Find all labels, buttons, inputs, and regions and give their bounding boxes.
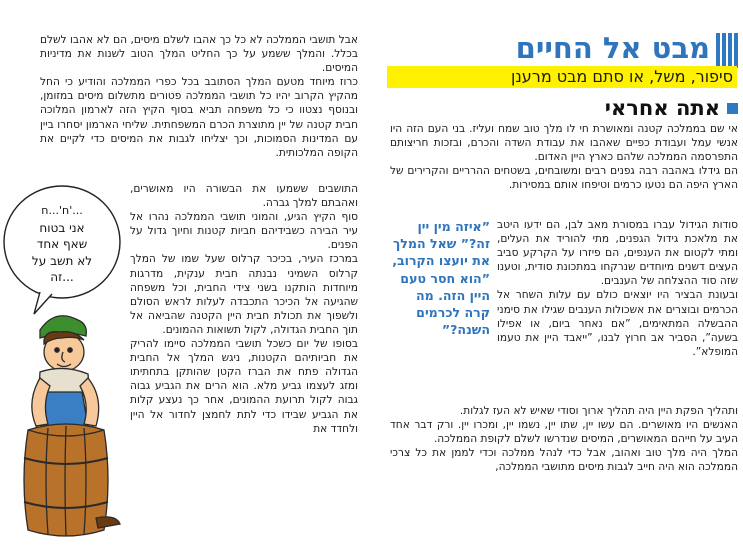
paragraph: ובעונת הבציר היו יוצאים כולם עם עלות השחר אל הכרמים ובוצרים את אשכולות הענבים שגילו את סימני ההבשלה המתאימים, ”אם נאחר ביום, או אפילו בשעה”, הסביר אב חרוץ לבנו, ”ייאבד היין את טעמו המופלא”. xyxy=(497,289,738,358)
left-column-top xyxy=(40,33,358,160)
right-column-top xyxy=(390,122,738,192)
paragraph: סוף הקיץ הגיע, והמוני תושבי הממלכה נהרו אל עיר הבירה כשבידיהם חביות קטנות וחיוך גדול על הפנים. xyxy=(130,211,358,252)
subtitle-band xyxy=(387,66,737,88)
bubble-line-2: אני בטוח xyxy=(39,221,85,235)
paragraph: האנשים היו מאושרים. הם עשו יין, שתו יין, נשמו יין, ומכרו יין. ורק דבר אחד העיב על חייהם המאושרים, המיסים שנדרשו לשלם לקופת הממלכה. xyxy=(390,419,738,446)
barrel xyxy=(24,424,108,536)
bubble-line-3: שאף אחד xyxy=(36,237,88,251)
paragraph: אי שם בממלכה קטנה ומאושרת חי לו מלך טוב שמח ועליז. בני העם הזה היו אנשי עמל ועבודת כפיים שאהבו את עבודת השדה והכרם, ובזכות חריצותם התפרסמה הממלכה שלהם כארץ היין האדום. xyxy=(390,123,738,164)
story-title: אתה אחראי xyxy=(604,96,720,120)
paragraph: סודות הגידול עברו במסורת מאב לבן, הם ידעו היטב את מלאכת גידול הגפנים, מתי להוריד את העלים, ומתי לקטום את הענפים, הם פיזרו על הקרקע סביב העצים דשנים מיוחדים שנרקחו במתכונת סודית, וטענו שזה סוד ההצלחה של הענבים. xyxy=(497,219,738,288)
paragraph: אבל תושבי הממלכה לא כל כך אהבו לשלם מיסים, הם לא אהבו לשלם בכלל. והמלך ששמע על כך החליט המלך הטוב לשנות את מדיניות המיסים. xyxy=(40,34,358,75)
right-column-bottom xyxy=(390,404,738,474)
header-stripes-decoration xyxy=(716,33,738,68)
paragraph: התושבים ששמעו את הבשורה היו מאושרים, ואהבתם למלך גברה. xyxy=(130,183,358,210)
paragraph: בסופו של יום כשכל תושבי הממלכה סיימו להריק את חביותיהם הקטנות, ניגש המלך אל החבית הגדולה פתח את הברז הקטן שהותקן בתחתיתו ומזג לעצמו גביע מלא. הוא הרים את הגביע גבוה גבוה לקול תרועת ההמונים, אחר כך נעצע קלות את הגביע שבידו כדי לתת לחמצן לחדור אל היין ולחדד את xyxy=(130,338,358,435)
paragraph: כרוז מיוחד מטעם המלך הסתובב בכל כפרי הממלכה והודיע כי החל מהקיץ הקרוב יהיו כל תושבי הממלכה פטורים מתשלום מיסים במזומן, ובנוסף נצטוו כי כל משפחה תביא בסוף הקיץ הזה לארמון המלוכה חבית קטנה של יין מתוצרת הכרם המשפחתית. שליחי הארמון יסחרו ביין עם המדינות הסמוכות, וכך יצליחו לגבות את המיסים כדי לקיים את הקופה המלכותית. xyxy=(40,76,358,159)
man-figure xyxy=(24,316,120,536)
bubble-line-5: זה... xyxy=(50,270,74,284)
column-title: מבט אל החיים xyxy=(515,31,710,65)
heading-square-bullet xyxy=(727,103,738,114)
column-subtitle: סיפור, משל, או סתם מבט מרענן xyxy=(511,67,733,86)
paragraph: הם גידלו באהבה רבה גפנים רבים ומשובחים, בשטחים ההרריים והקרירים של הארץ היפה הם נטעו כרמים וטיפחו אותם במסירות. xyxy=(390,165,738,192)
story-heading xyxy=(392,96,738,122)
pull-quote: ”איזה מין יין זה?” שאל המלך את יועצו הקרוב, ”הוא חסר טעם היין הזה. מה קרה לכרמים השנה?” xyxy=(392,219,490,338)
man-with-barrel-illustration xyxy=(0,180,132,542)
paragraph: במרכז העיר, בכיכר קרלוס שעל שמו של המלך קרלוס השמיני נבנתה חבית ענקית, מדרגות מיוחדות הותקנו בשני צידי החבית, וכל משפחה שהגיעה אל הכיכר התכבדה לעלות לראש הסולם ולשפוך את תכולת חבית היין הקטנה שהביאה אל תוך החבית הגדולה, לקול תשואות ההמונים. xyxy=(130,253,358,336)
left-column-narrow xyxy=(130,182,358,436)
paragraph: המלך היה מלך טוב ואהוב, אבל כדי לנהל ממלכה וכדי לממן את כל צרכי הממלכה הוא היה חייב לגבות מיסים מתושבי הממלכה, xyxy=(390,447,738,474)
right-column-middle xyxy=(497,218,738,359)
paragraph: ותהליך הפקת היין היה תהליך ארוך וסודי שאיש לא העז לגלות. xyxy=(459,405,738,417)
bubble-line-1: ח'...ח'... xyxy=(41,204,83,217)
column-header xyxy=(385,33,738,68)
bubble-line-4: לא תשב על xyxy=(31,254,93,268)
